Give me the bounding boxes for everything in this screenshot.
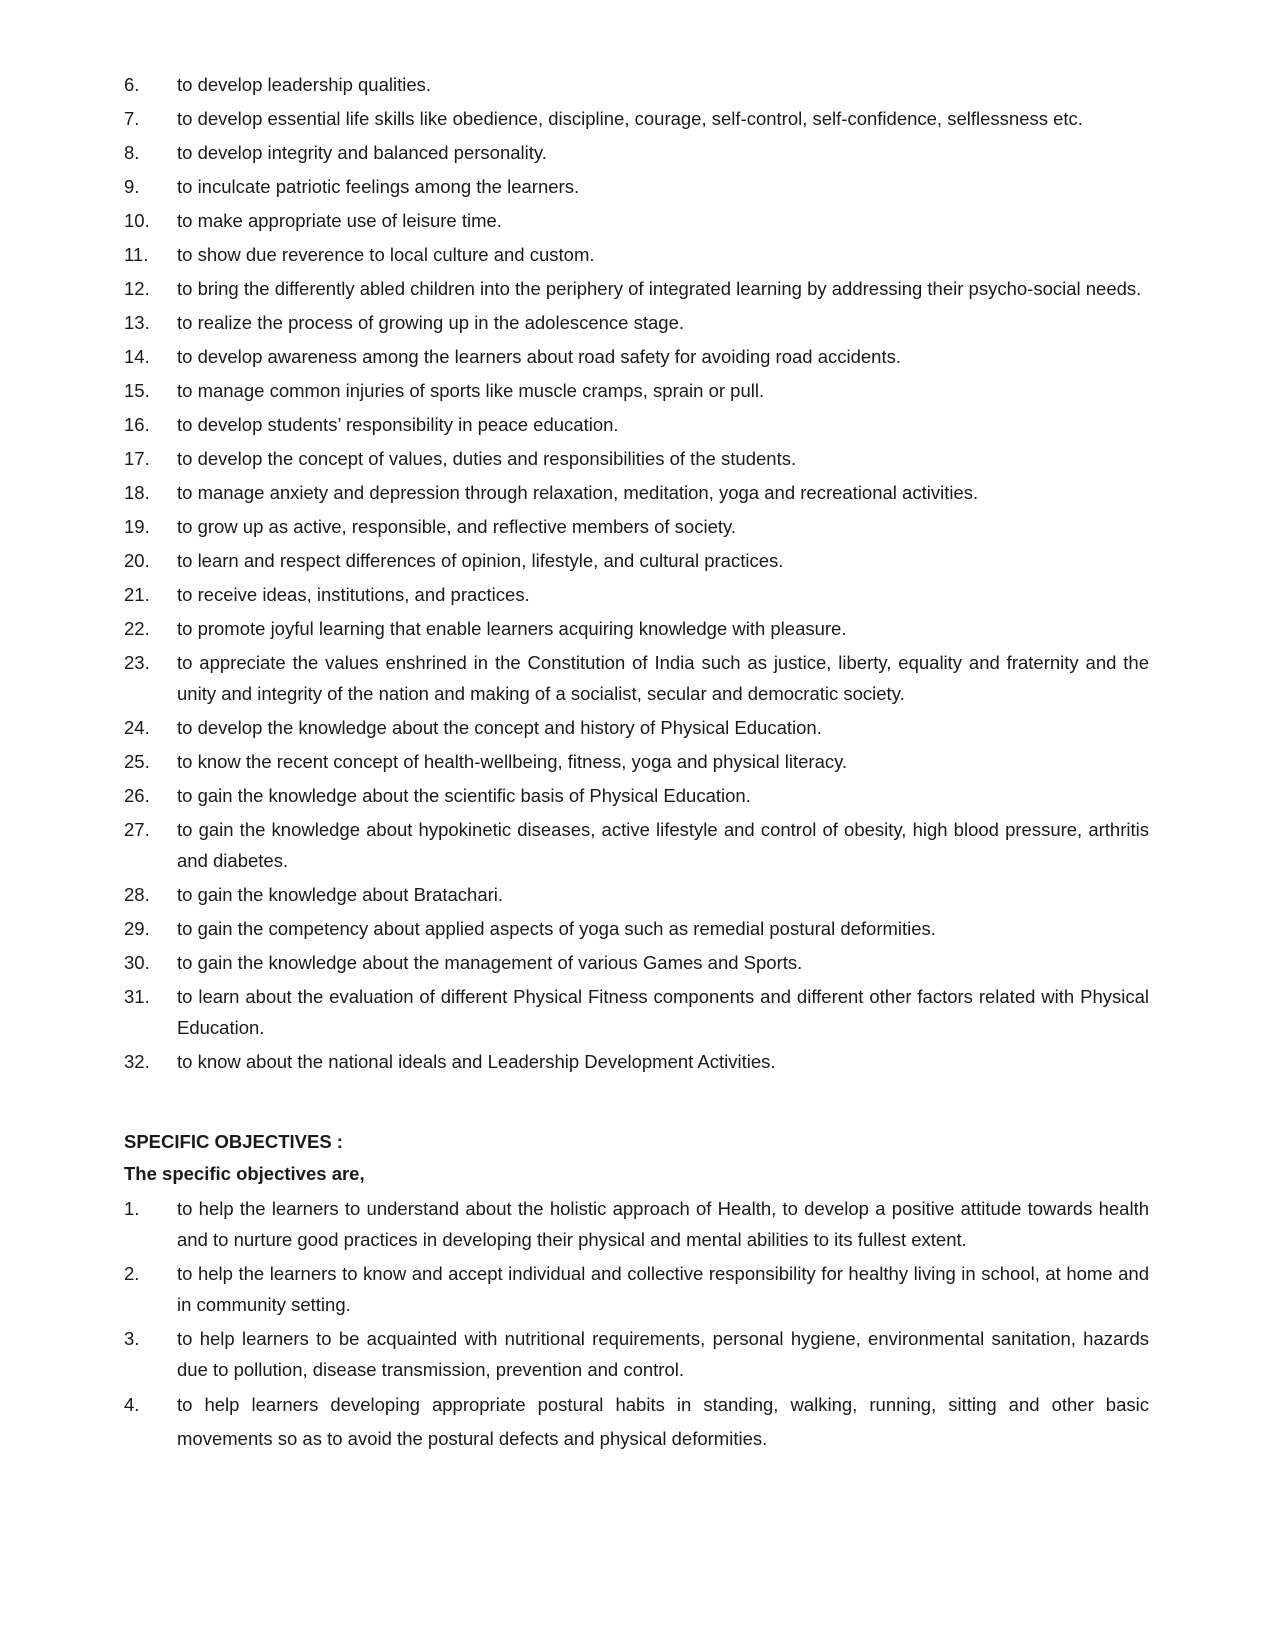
item-number: 13. bbox=[124, 312, 150, 333]
item-number: 32. bbox=[124, 1051, 150, 1072]
item-number: 26. bbox=[124, 785, 150, 806]
list-item bbox=[124, 341, 1149, 372]
list-item bbox=[124, 273, 1149, 304]
item-text: to develop integrity and balanced personality. bbox=[177, 142, 547, 163]
list-item bbox=[124, 613, 1149, 644]
list-item bbox=[124, 443, 1149, 474]
item-text: to appreciate the values enshrined in the Constitution of India such as justice, liberty, equality and fraternity and the unity and integrity of the nation and making of a socialist, secular and democratic society. bbox=[177, 652, 1149, 704]
item-text: to develop the knowledge about the concept and history of Physical Education. bbox=[177, 717, 822, 738]
item-text: to know about the national ideals and Leadership Development Activities. bbox=[177, 1051, 776, 1072]
specific-objectives-heading: SPECIFIC OBJECTIVES : bbox=[124, 1131, 343, 1152]
item-number: 19. bbox=[124, 516, 150, 537]
item-text: to manage anxiety and depression through relaxation, meditation, yoga and recreational activities. bbox=[177, 482, 979, 503]
list-item bbox=[124, 511, 1149, 542]
list-item bbox=[124, 545, 1149, 576]
item-number: 2. bbox=[124, 1263, 140, 1284]
item-number: 9. bbox=[124, 176, 140, 197]
item-text: to gain the competency about applied aspects of yoga such as remedial postural deformities. bbox=[177, 918, 936, 939]
list-item bbox=[124, 947, 1149, 978]
item-number: 16. bbox=[124, 414, 150, 435]
item-number: 11. bbox=[124, 244, 149, 265]
item-text: to develop essential life skills like obedience, discipline, courage, self-control, self-confidence, selflessness etc. bbox=[177, 108, 1083, 129]
item-number: 20. bbox=[124, 550, 150, 571]
item-number: 10. bbox=[124, 210, 150, 231]
item-text: to develop awareness among the learners about road safety for avoiding road accidents. bbox=[177, 346, 902, 367]
item-number: 24. bbox=[124, 717, 150, 738]
specific-objectives-list bbox=[124, 1193, 1149, 1459]
item-number: 30. bbox=[124, 952, 150, 973]
item-number: 15. bbox=[124, 380, 150, 401]
item-text: to develop students’ responsibility in peace education. bbox=[177, 414, 619, 435]
item-number: 18. bbox=[124, 482, 150, 503]
item-text: to manage common injuries of sports like muscle cramps, sprain or pull. bbox=[177, 380, 765, 401]
item-text: to help learners to be acquainted with nutritional requirements, personal hygiene, environmental sanitation, hazards due to pollution, disease transmission, prevention and control. bbox=[177, 1328, 1149, 1380]
item-text: to grow up as active, responsible, and reflective members of society. bbox=[177, 516, 737, 537]
item-number: 6. bbox=[124, 74, 140, 95]
item-text: to gain the knowledge about hypokinetic diseases, active lifestyle and control of obesity, high blood pressure, arthritis and diabetes. bbox=[177, 819, 1149, 871]
specific-objectives-intro: The specific objectives are, bbox=[124, 1163, 365, 1184]
list-item bbox=[124, 171, 1149, 202]
item-text: to help the learners to know and accept individual and collective responsibility for healthy living in school, at home and in community setting. bbox=[177, 1263, 1149, 1315]
list-item bbox=[124, 307, 1149, 338]
item-number: 31. bbox=[124, 986, 150, 1007]
item-number: 23. bbox=[124, 652, 150, 673]
item-number: 12. bbox=[124, 278, 150, 299]
list-item bbox=[124, 579, 1149, 610]
list-item bbox=[124, 205, 1149, 236]
item-number: 14. bbox=[124, 346, 150, 367]
item-number: 7. bbox=[124, 108, 140, 129]
list-item bbox=[124, 375, 1149, 406]
item-number: 22. bbox=[124, 618, 150, 639]
item-text: to inculcate patriotic feelings among the learners. bbox=[177, 176, 580, 197]
list-item bbox=[124, 913, 1149, 944]
item-number: 4. bbox=[124, 1394, 140, 1415]
list-item bbox=[124, 239, 1149, 270]
list-item bbox=[124, 1258, 1149, 1320]
item-text: to know the recent concept of health-wellbeing, fitness, yoga and physical literacy. bbox=[177, 751, 848, 772]
item-text: to learn about the evaluation of different Physical Fitness components and different other factors related with Physical Education. bbox=[177, 986, 1149, 1038]
list-item bbox=[124, 103, 1149, 134]
item-number: 17. bbox=[124, 448, 150, 469]
list-item bbox=[124, 780, 1149, 811]
item-number: 21. bbox=[124, 584, 150, 605]
item-text: to bring the differently abled children into the periphery of integrated learning by addressing their psycho-social needs. bbox=[177, 278, 1142, 299]
item-number: 3. bbox=[124, 1328, 140, 1349]
item-number: 25. bbox=[124, 751, 150, 772]
item-number: 8. bbox=[124, 142, 140, 163]
list-item bbox=[124, 1046, 1149, 1077]
item-text: to develop leadership qualities. bbox=[177, 74, 432, 95]
item-text: to make appropriate use of leisure time. bbox=[177, 210, 502, 231]
list-item bbox=[124, 1323, 1149, 1385]
list-item bbox=[124, 712, 1149, 743]
item-text: to develop the concept of values, duties and responsibilities of the students. bbox=[177, 448, 797, 469]
item-text: to receive ideas, institutions, and practices. bbox=[177, 584, 530, 605]
item-number: 1. bbox=[124, 1198, 140, 1219]
item-number: 27. bbox=[124, 819, 150, 840]
item-number: 28. bbox=[124, 884, 150, 905]
list-item bbox=[124, 981, 1149, 1043]
item-text: to gain the knowledge about the scientific basis of Physical Education. bbox=[177, 785, 751, 806]
item-text: to show due reverence to local culture and custom. bbox=[177, 244, 595, 265]
general-objectives-list bbox=[124, 69, 1149, 1080]
item-text: to promote joyful learning that enable learners acquiring knowledge with pleasure. bbox=[177, 618, 847, 639]
item-text: to gain the knowledge about the management of various Games and Sports. bbox=[177, 952, 803, 973]
item-text: to realize the process of growing up in the adolescence stage. bbox=[177, 312, 685, 333]
list-item bbox=[124, 746, 1149, 777]
list-item bbox=[124, 1388, 1149, 1456]
item-text: to help the learners to understand about the holistic approach of Health, to develop a positive attitude towards health and to nurture good practices in developing their physical and mental abilities to its fullest extent. bbox=[177, 1198, 1149, 1250]
list-item bbox=[124, 409, 1149, 440]
item-text: to learn and respect differences of opinion, lifestyle, and cultural practices. bbox=[177, 550, 784, 571]
list-item bbox=[124, 814, 1149, 876]
item-text: to help learners developing appropriate postural habits in standing, walking, running, sitting and other basic movements so as to avoid the postural defects and physical deformities. bbox=[177, 1394, 1149, 1449]
list-item bbox=[124, 879, 1149, 910]
list-item bbox=[124, 1193, 1149, 1255]
list-item bbox=[124, 647, 1149, 709]
item-number: 29. bbox=[124, 918, 150, 939]
item-text: to gain the knowledge about Bratachari. bbox=[177, 884, 504, 905]
list-item bbox=[124, 137, 1149, 168]
list-item bbox=[124, 69, 1149, 100]
list-item bbox=[124, 477, 1149, 508]
